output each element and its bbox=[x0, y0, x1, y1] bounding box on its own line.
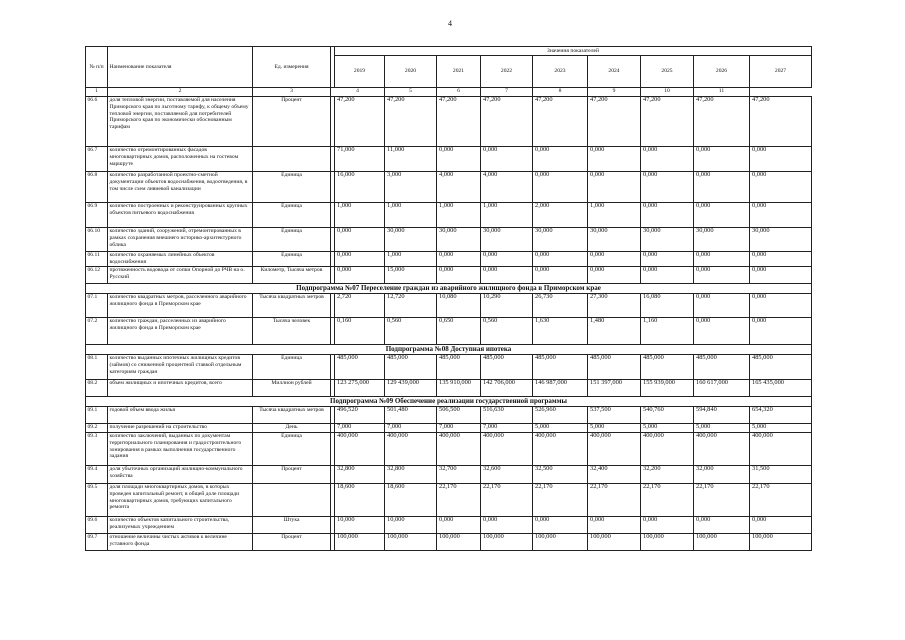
indicator-name: количество отремонтированных фасадов многоквартирных домов, расположенных на гостевом маршруте bbox=[108, 147, 253, 172]
indicator-value: 146 987,000 bbox=[533, 380, 588, 397]
row-number: 09.7 bbox=[86, 534, 108, 551]
indicator-value: 10,290 bbox=[481, 294, 533, 318]
indicator-name: количество заключений, выданных по документам территориального планирования и градостроительного зонирования в рамках выполнения государственного задания bbox=[108, 433, 253, 466]
indicator-value: 0,160 bbox=[335, 318, 385, 345]
row-number: 06.10 bbox=[86, 228, 108, 252]
indicator-value: 0,000 bbox=[694, 147, 750, 172]
indicator-value: 526,960 bbox=[533, 407, 588, 424]
indicator-value: 47,200 bbox=[533, 97, 588, 147]
header-year: 2025 bbox=[641, 56, 694, 88]
indicator-value: 27,300 bbox=[588, 294, 641, 318]
column-number: 4 bbox=[331, 88, 385, 97]
indicator-value: 4,000 bbox=[481, 172, 533, 203]
column-number: 8 bbox=[533, 88, 588, 97]
indicator-value: 30,000 bbox=[694, 228, 750, 252]
indicator-value: 400,000 bbox=[588, 433, 641, 466]
indicator-value: 7,000 bbox=[481, 424, 533, 433]
table-row bbox=[86, 355, 812, 380]
indicator-value: 30,000 bbox=[385, 228, 437, 252]
indicator-value: 129 439,000 bbox=[385, 380, 437, 397]
indicator-value: 165 435,000 bbox=[750, 380, 812, 397]
indicator-name: доля убыточных организаций жилищно-коммунального хозяйства bbox=[108, 466, 253, 484]
indicator-value: 501,480 bbox=[385, 407, 437, 424]
indicator-value: 496,520 bbox=[335, 407, 385, 424]
indicator-value: 3,000 bbox=[385, 172, 437, 203]
indicator-value: 47,200 bbox=[481, 97, 533, 147]
header-num: № п/п bbox=[86, 47, 108, 88]
indicator-value: 18,600 bbox=[385, 484, 437, 517]
unit-of-measure: Штука bbox=[253, 517, 331, 534]
indicator-value: 31,500 bbox=[750, 466, 812, 484]
header-name: Наименование показателя bbox=[108, 47, 253, 88]
indicator-value: 654,320 bbox=[750, 407, 812, 424]
unit-of-measure: Единица bbox=[253, 172, 331, 203]
indicator-value: 0,000 bbox=[694, 267, 750, 284]
row-number: 07.2 bbox=[86, 318, 108, 345]
table-body bbox=[86, 97, 812, 551]
indicator-value: 100,000 bbox=[437, 534, 481, 551]
unit-of-measure bbox=[253, 484, 331, 517]
indicator-value: 100,000 bbox=[641, 534, 694, 551]
indicator-value: 32,200 bbox=[641, 466, 694, 484]
indicator-value: 400,000 bbox=[481, 433, 533, 466]
indicator-value: 32,800 bbox=[385, 466, 437, 484]
unit-of-measure: Километр, Тысяча метров bbox=[253, 267, 331, 284]
indicator-value: 0,000 bbox=[750, 252, 812, 267]
header-year: 2022 bbox=[481, 56, 533, 88]
indicator-value: 0,000 bbox=[533, 147, 588, 172]
indicator-value: 485,000 bbox=[750, 355, 812, 380]
header-year: 2026 bbox=[694, 56, 750, 88]
indicator-value: 30,000 bbox=[588, 228, 641, 252]
indicator-value: 30,000 bbox=[533, 228, 588, 252]
indicator-name: доля площади многоквартирных домов, в которых проведен капитальный ремонт, в общей доле площади многоквартирных домов, требующих капитального ремонта bbox=[108, 484, 253, 517]
indicator-value: 30,000 bbox=[481, 228, 533, 252]
row-number: 06.11 bbox=[86, 252, 108, 267]
indicator-value: 100,000 bbox=[385, 534, 437, 551]
indicator-value: 0,000 bbox=[641, 147, 694, 172]
indicator-value: 12,720 bbox=[385, 294, 437, 318]
row-number: 09.1 bbox=[86, 407, 108, 424]
indicator-name: количество объектов капитального строительства, реализуемых учреждением bbox=[108, 517, 253, 534]
row-number: 06.9 bbox=[86, 203, 108, 228]
indicator-name: количество охраняемых линейных объектов водоснабжения bbox=[108, 252, 253, 267]
unit-of-measure bbox=[253, 147, 331, 172]
indicator-value: 0,000 bbox=[694, 294, 750, 318]
table-row bbox=[86, 267, 812, 284]
subprogram-section-row bbox=[86, 397, 812, 407]
indicator-value: 7,000 bbox=[385, 424, 437, 433]
indicator-value: 160 617,000 bbox=[694, 380, 750, 397]
table-row bbox=[86, 228, 812, 252]
header-year: 2021 bbox=[437, 56, 481, 88]
indicator-value: 22,170 bbox=[533, 484, 588, 517]
indicator-value: 100,000 bbox=[481, 534, 533, 551]
unit-of-measure: Единица bbox=[253, 203, 331, 228]
indicator-value: 4,000 bbox=[437, 172, 481, 203]
indicator-value: 10,000 bbox=[335, 517, 385, 534]
indicator-value: 1,000 bbox=[385, 252, 437, 267]
indicator-value: 0,560 bbox=[481, 318, 533, 345]
indicator-name: количество квадратных метров, расселенного аварийного жилищного фонда в Приморском крае bbox=[108, 294, 253, 318]
indicator-value: 47,200 bbox=[694, 97, 750, 147]
indicator-value: 0,000 bbox=[335, 252, 385, 267]
indicator-value: 400,000 bbox=[385, 433, 437, 466]
indicator-value: 22,170 bbox=[750, 484, 812, 517]
header-year: 2027 bbox=[750, 56, 812, 88]
indicator-value: 2,720 bbox=[335, 294, 385, 318]
indicator-value: 0,000 bbox=[335, 228, 385, 252]
indicator-value: 1,480 bbox=[588, 318, 641, 345]
indicator-value: 485,000 bbox=[588, 355, 641, 380]
column-number: 7 bbox=[481, 88, 533, 97]
indicator-value: 485,000 bbox=[437, 355, 481, 380]
indicator-value: 1,160 bbox=[641, 318, 694, 345]
table-row bbox=[86, 252, 812, 267]
indicator-value: 5,000 bbox=[694, 424, 750, 433]
indicator-value: 594,840 bbox=[694, 407, 750, 424]
indicator-value: 485,000 bbox=[641, 355, 694, 380]
indicator-value: 32,800 bbox=[335, 466, 385, 484]
header-values-group: Значения показателей bbox=[335, 47, 812, 56]
indicator-value: 0,000 bbox=[750, 267, 812, 284]
indicator-value: 22,170 bbox=[437, 484, 481, 517]
table-row bbox=[86, 517, 812, 534]
column-number: 3 bbox=[253, 88, 331, 97]
indicator-value: 0,000 bbox=[694, 517, 750, 534]
indicator-value: 0,560 bbox=[385, 318, 437, 345]
row-number: 06.12 bbox=[86, 267, 108, 284]
indicator-value: 10,000 bbox=[385, 517, 437, 534]
indicator-value: 32,600 bbox=[481, 466, 533, 484]
unit-of-measure: Миллион рублей bbox=[253, 380, 331, 397]
unit-of-measure: Единица bbox=[253, 433, 331, 466]
header-year: 2019 bbox=[335, 56, 385, 88]
indicator-value: 400,000 bbox=[750, 433, 812, 466]
indicator-value: 0,000 bbox=[481, 147, 533, 172]
indicator-value: 71,000 bbox=[335, 147, 385, 172]
indicator-name: отношение величины чистых активов к величине уставного фонда bbox=[108, 534, 253, 551]
column-number: 10 bbox=[641, 88, 694, 97]
indicator-value: 123 275,000 bbox=[335, 380, 385, 397]
indicator-value: 15,000 bbox=[385, 267, 437, 284]
indicator-value: 100,000 bbox=[533, 534, 588, 551]
unit-of-measure: Процент bbox=[253, 466, 331, 484]
column-number: 2 bbox=[108, 88, 253, 97]
indicator-value: 400,000 bbox=[641, 433, 694, 466]
indicator-value: 0,000 bbox=[750, 203, 812, 228]
table-row bbox=[86, 147, 812, 172]
unit-of-measure: Тысяча квадратных метров bbox=[253, 294, 331, 318]
indicator-value: 0,000 bbox=[750, 172, 812, 203]
indicator-name: количество разработанной проектно-сметной документации объектов водоснабжения, водоотведения, в том числе схем ливневой канализации bbox=[108, 172, 253, 203]
indicator-value: 485,000 bbox=[694, 355, 750, 380]
indicator-value: 0,000 bbox=[437, 252, 481, 267]
table-row bbox=[86, 484, 812, 517]
unit-of-measure: Тысяча квадратных метров bbox=[253, 407, 331, 424]
table-row bbox=[86, 318, 812, 345]
indicator-value: 0,000 bbox=[694, 203, 750, 228]
indicator-value: 22,170 bbox=[588, 484, 641, 517]
indicator-value: 0,000 bbox=[335, 267, 385, 284]
indicator-value: 32,500 bbox=[533, 466, 588, 484]
indicator-value: 16,080 bbox=[641, 294, 694, 318]
table-row bbox=[86, 380, 812, 397]
subprogram-title: Подпрограмма №07 Переселение граждан из аварийного жилищного фонда в Приморском крае bbox=[86, 284, 812, 294]
unit-of-measure: Процент bbox=[253, 97, 331, 147]
table-row bbox=[86, 424, 812, 433]
indicator-value: 47,200 bbox=[385, 97, 437, 147]
column-number: 6 bbox=[437, 88, 481, 97]
indicator-value: 22,170 bbox=[694, 484, 750, 517]
indicator-value: 0,000 bbox=[588, 147, 641, 172]
indicator-value: 32,400 bbox=[588, 466, 641, 484]
subprogram-title: Подпрограмма №08 Доступная ипотека bbox=[86, 345, 812, 355]
indicators-table bbox=[85, 46, 812, 551]
table-row bbox=[86, 97, 812, 147]
indicator-value: 0,000 bbox=[641, 203, 694, 228]
indicator-value: 540,760 bbox=[641, 407, 694, 424]
indicator-value: 0,000 bbox=[588, 252, 641, 267]
indicator-value: 5,000 bbox=[750, 424, 812, 433]
unit-of-measure: Процент bbox=[253, 534, 331, 551]
indicator-value: 155 939,000 bbox=[641, 380, 694, 397]
indicator-name: количество граждан, расселенных из аварийного жилищного фонда в Приморском крае bbox=[108, 318, 253, 345]
row-number: 09.2 bbox=[86, 424, 108, 433]
row-number: 06.8 bbox=[86, 172, 108, 203]
table-row bbox=[86, 407, 812, 424]
indicator-value: 11,000 bbox=[385, 147, 437, 172]
indicator-name: объем жилищных и ипотечных кредитов, всего bbox=[108, 380, 253, 397]
indicator-value: 485,000 bbox=[481, 355, 533, 380]
unit-of-measure: Единица bbox=[253, 228, 331, 252]
indicator-value: 22,170 bbox=[481, 484, 533, 517]
indicator-value: 26,730 bbox=[533, 294, 588, 318]
row-number: 09.4 bbox=[86, 466, 108, 484]
table-row bbox=[86, 294, 812, 318]
indicator-name: доля тепловой энергии, поставляемой для населения Приморского края по льготному тарифу, к общему объему тепловой энергии, поставляемой для потребителей Приморского края по экономически обоснованным тарифам bbox=[108, 97, 253, 147]
indicator-value: 10,080 bbox=[437, 294, 481, 318]
indicator-value: 16,000 bbox=[335, 172, 385, 203]
indicator-value: 0,000 bbox=[694, 318, 750, 345]
table-row bbox=[86, 203, 812, 228]
subprogram-section-row bbox=[86, 284, 812, 294]
indicator-value: 0,000 bbox=[641, 252, 694, 267]
indicator-value: 0,000 bbox=[437, 147, 481, 172]
indicator-value: 47,200 bbox=[335, 97, 385, 147]
column-number: 9 bbox=[588, 88, 641, 97]
indicator-value: 0,650 bbox=[437, 318, 481, 345]
header-year: 2024 bbox=[588, 56, 641, 88]
indicator-value: 100,000 bbox=[750, 534, 812, 551]
indicator-value: 485,000 bbox=[335, 355, 385, 380]
indicator-name: протяженность водовода от сопки Опорной до РЧВ на о. Русский bbox=[108, 267, 253, 284]
indicator-value: 47,200 bbox=[437, 97, 481, 147]
indicator-value: 151 397,000 bbox=[588, 380, 641, 397]
indicator-value: 506,500 bbox=[437, 407, 481, 424]
indicator-value: 32,700 bbox=[437, 466, 481, 484]
indicator-value: 100,000 bbox=[588, 534, 641, 551]
indicator-value: 47,200 bbox=[641, 97, 694, 147]
row-number: 08.2 bbox=[86, 380, 108, 397]
indicator-value: 0,000 bbox=[750, 147, 812, 172]
indicator-value: 30,000 bbox=[750, 228, 812, 252]
indicator-value: 30,000 bbox=[437, 228, 481, 252]
subprogram-title: Подпрограмма №09 Обеспечение реализации государственной программы bbox=[86, 397, 812, 407]
indicator-value: 537,500 bbox=[588, 407, 641, 424]
indicator-value: 485,000 bbox=[533, 355, 588, 380]
indicator-value: 18,600 bbox=[335, 484, 385, 517]
indicator-value: 7,000 bbox=[437, 424, 481, 433]
indicator-value: 135 910,000 bbox=[437, 380, 481, 397]
indicator-value: 0,000 bbox=[533, 172, 588, 203]
indicator-value: 0,000 bbox=[694, 172, 750, 203]
indicator-name: количество выданных ипотечных жилищных кредитов (займов) со сниженной процентной ставкой отдельным категориям граждан bbox=[108, 355, 253, 380]
row-number: 06.6 bbox=[86, 97, 108, 147]
indicator-value: 5,000 bbox=[533, 424, 588, 433]
row-number: 09.5 bbox=[86, 484, 108, 517]
indicator-value: 1,630 bbox=[533, 318, 588, 345]
row-number: 09.3 bbox=[86, 433, 108, 466]
indicator-value: 400,000 bbox=[335, 433, 385, 466]
indicator-value: 0,000 bbox=[750, 318, 812, 345]
indicator-value: 0,000 bbox=[694, 252, 750, 267]
indicator-value: 0,000 bbox=[533, 517, 588, 534]
indicator-value: 0,000 bbox=[750, 517, 812, 534]
indicator-value: 0,000 bbox=[481, 267, 533, 284]
indicator-value: 0,000 bbox=[588, 517, 641, 534]
indicator-value: 1,000 bbox=[588, 203, 641, 228]
indicator-value: 400,000 bbox=[694, 433, 750, 466]
header-year: 2020 bbox=[385, 56, 437, 88]
column-number: 1 bbox=[86, 88, 108, 97]
row-number: 06.7 bbox=[86, 147, 108, 172]
indicator-value: 0,000 bbox=[481, 517, 533, 534]
indicator-value: 1,000 bbox=[385, 203, 437, 228]
indicator-name: годовой объем ввода жилья bbox=[108, 407, 253, 424]
indicator-value: 0,000 bbox=[481, 252, 533, 267]
indicator-name: количество зданий, сооружений, отремонтированных в рамках сохранения внешнего историко-архитектурного облика bbox=[108, 228, 253, 252]
indicator-value: 5,000 bbox=[588, 424, 641, 433]
indicator-value: 2,000 bbox=[533, 203, 588, 228]
indicator-value: 142 706,000 bbox=[481, 380, 533, 397]
unit-of-measure: День bbox=[253, 424, 331, 433]
indicator-value: 30,000 bbox=[641, 228, 694, 252]
indicator-value: 400,000 bbox=[437, 433, 481, 466]
indicator-value: 1,000 bbox=[481, 203, 533, 228]
table-row bbox=[86, 433, 812, 466]
indicator-value: 0,000 bbox=[588, 172, 641, 203]
table-row bbox=[86, 534, 812, 551]
table-row bbox=[86, 466, 812, 484]
indicator-value: 7,000 bbox=[335, 424, 385, 433]
indicator-value: 0,000 bbox=[533, 252, 588, 267]
indicator-value: 1,000 bbox=[335, 203, 385, 228]
indicator-value: 0,000 bbox=[588, 267, 641, 284]
indicator-value: 32,000 bbox=[694, 466, 750, 484]
indicator-value: 0,000 bbox=[641, 172, 694, 203]
indicator-value: 1,000 bbox=[437, 203, 481, 228]
indicator-value: 485,000 bbox=[385, 355, 437, 380]
indicator-value: 5,000 bbox=[641, 424, 694, 433]
subprogram-section-row bbox=[86, 345, 812, 355]
indicator-value: 22,170 bbox=[641, 484, 694, 517]
indicator-value: 400,000 bbox=[533, 433, 588, 466]
column-number: 11 bbox=[694, 88, 750, 97]
indicator-value: 516,630 bbox=[481, 407, 533, 424]
page-number: 4 bbox=[448, 19, 452, 28]
unit-of-measure: Единица bbox=[253, 355, 331, 380]
indicator-value: 0,000 bbox=[533, 267, 588, 284]
unit-of-measure: Единица bbox=[253, 252, 331, 267]
indicator-value: 47,200 bbox=[588, 97, 641, 147]
indicator-value: 47,200 bbox=[750, 97, 812, 147]
indicator-value: 100,000 bbox=[694, 534, 750, 551]
indicator-value: 100,000 bbox=[335, 534, 385, 551]
indicator-name: количество построенных и реконструированных крупных объектов питьевого водоснабжения bbox=[108, 203, 253, 228]
header-year: 2023 bbox=[533, 56, 588, 88]
indicator-name: получение разрешений на строительство bbox=[108, 424, 253, 433]
row-number: 08.1 bbox=[86, 355, 108, 380]
row-number: 09.6 bbox=[86, 517, 108, 534]
header-column-numbers bbox=[86, 88, 812, 97]
indicator-value: 0,000 bbox=[641, 267, 694, 284]
table-row bbox=[86, 172, 812, 203]
indicator-value: 0,000 bbox=[750, 294, 812, 318]
row-number: 07.1 bbox=[86, 294, 108, 318]
indicator-value: 0,000 bbox=[437, 517, 481, 534]
column-number: 5 bbox=[385, 88, 437, 97]
indicator-value: 0,000 bbox=[641, 517, 694, 534]
indicator-value: 0,000 bbox=[437, 267, 481, 284]
header-unit: Ед. измерения bbox=[253, 47, 331, 88]
unit-of-measure: Тысяча человек bbox=[253, 318, 331, 345]
